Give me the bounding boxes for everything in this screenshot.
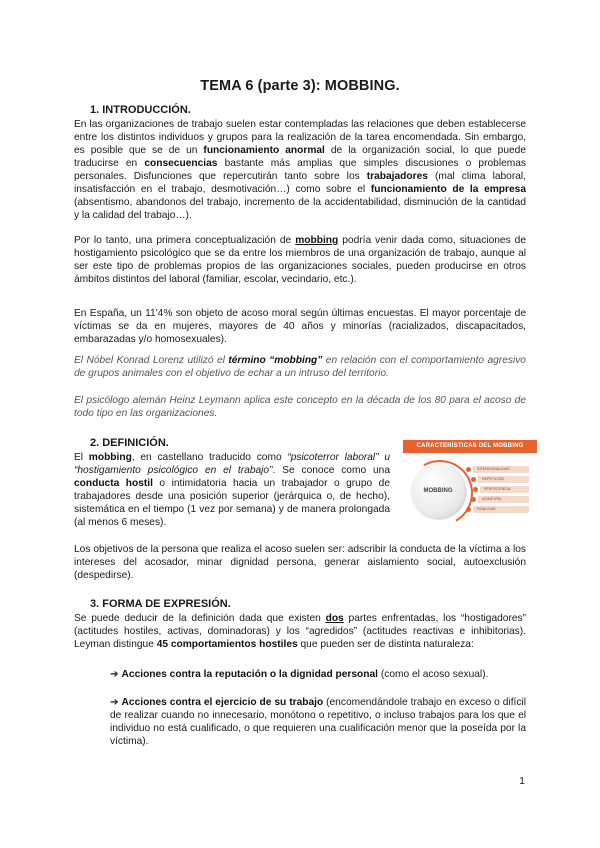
intro-paragraph-lorenz: El Nóbel Konrad Lorenz utilizó el término “mobbing” en relación con el comportamiento agresivo de grupos animales con el objetivo de echar a un intruso del territorio.	[74, 355, 526, 379]
page-number: 1	[519, 775, 525, 787]
figure-header: CARACTERÍSTICAS DEL MOBBING	[403, 440, 537, 453]
figure-item: INTENCIONALIDAD	[473, 466, 529, 473]
intro-paragraph-2: Por lo tanto, una primera conceptualización de mobbing podría venir dada como, situaciones de hostigamiento psicológico que se da entre los miembros de una organización de trabajo, aunque al ser este tipo de problemas propios de las organizaciones sociales, pueden producirse en otros ámbitos distintos del laboral (familiar, escolar, vecindario, etc.).	[74, 235, 527, 285]
figure-dot	[471, 497, 476, 502]
definition-objectives-paragraph: Los objetivos de la persona que realiza el acoso suelen ser: adscribir la conducta de la víctima a los intereses del acosador, minar dignidad persona, generar aislamiento social, autoexclusión (despedirse).	[74, 544, 526, 581]
arrow-icon: ➔	[110, 669, 119, 680]
list-item: ➔ Acciones contra el ejercicio de su trabajo (encomendándole trabajo en exceso o difícil de realizar cuando no innecesario, monótono o repetitivo, o incluso trabajos para los que el individuo no está cualificado, o que requieren una cualificación menor que la poseída por la víctima).	[110, 697, 526, 747]
figure-dot	[473, 487, 478, 492]
section-heading-introduccion: 1. INTRODUCCIÓN.	[90, 104, 191, 116]
figure-center-circle: MOBBING	[411, 464, 465, 518]
figure-item: REPETICIÓN	[478, 476, 529, 483]
definition-paragraph: El mobbing, en castellano traducido como “psicoterror laboral” u “hostigamiento psicológico en el trabajo”. Se conoce como una conducta hostil o intimidatoria hacia un trabajador o grupo de trabajadores desde una posición superior (jerárquica o, de hecho), sistemática en el tiempo (1 vez por semana) y de manera prolongada (al menos 6 meses).	[74, 452, 390, 528]
figure-item: ASIMETRÍA	[478, 496, 529, 503]
figure-dot	[471, 477, 476, 482]
figure-item: PERSISTENCIA	[480, 486, 529, 493]
list-item: ➔ Acciones contra la reputación o la dignidad personal (como el acoso sexual).	[110, 669, 489, 680]
mobbing-characteristics-figure	[403, 440, 537, 525]
section-heading-forma-expresion: 3. FORMA DE EXPRESIÓN.	[90, 598, 231, 610]
page-title: TEMA 6 (parte 3): MOBBING.	[200, 78, 400, 94]
expression-paragraph: Se puede deducir de la definición dada que existen dos partes enfrentadas, los “hostigadores” (actitudes hostiles, activas, dominadoras) y los “agredidos” (actitudes reactivas e inhibitorias). Leyman distingue 45 comportamientos hostiles que pueden ser de distinta naturaleza:	[74, 613, 527, 650]
figure-dot	[466, 507, 471, 512]
figure-dot	[466, 467, 471, 472]
section-heading-definicion: 2. DEFINICIÓN.	[90, 437, 169, 449]
intro-paragraph-leymann: El psicólogo alemán Heinz Leymann aplica este concepto en la década de los 80 para el acoso de todo tipo en las organizaciones.	[74, 395, 526, 419]
arrow-icon: ➔	[110, 697, 119, 708]
figure-item: FINALIDAD	[473, 506, 529, 513]
intro-paragraph-1: En las organizaciones de trabajo suelen estar contempladas las relaciones que deben establecerse entre los distintos individuos y grupos para la realización de la tarea encomendada. Sin embargo, es posible que se de un funcionamiento anormal de la organización social, lo que puede traducirse en consecuencias bastante más amplias que simples discusiones o problemas personales. Disfunciones que repercutirán tanto sobre los trabajadores (mal clima laboral, insatisfacción en el trabajo, desmotivación…) como sobre el funcionamiento de la empresa (absentismo, abandonos del trabajo, incremento de la accidentabilidad, disminución de la cantidad y la calidad del trabajo…).	[74, 119, 526, 221]
intro-paragraph-3: En España, un 11'4% son objeto de acoso moral según últimas encuestas. El mayor porcentaje de víctimas se da en mujeres, mayores de 40 años y minorías (racializados, discapacitados, embarazadas y/o homosexuales).	[74, 308, 526, 345]
